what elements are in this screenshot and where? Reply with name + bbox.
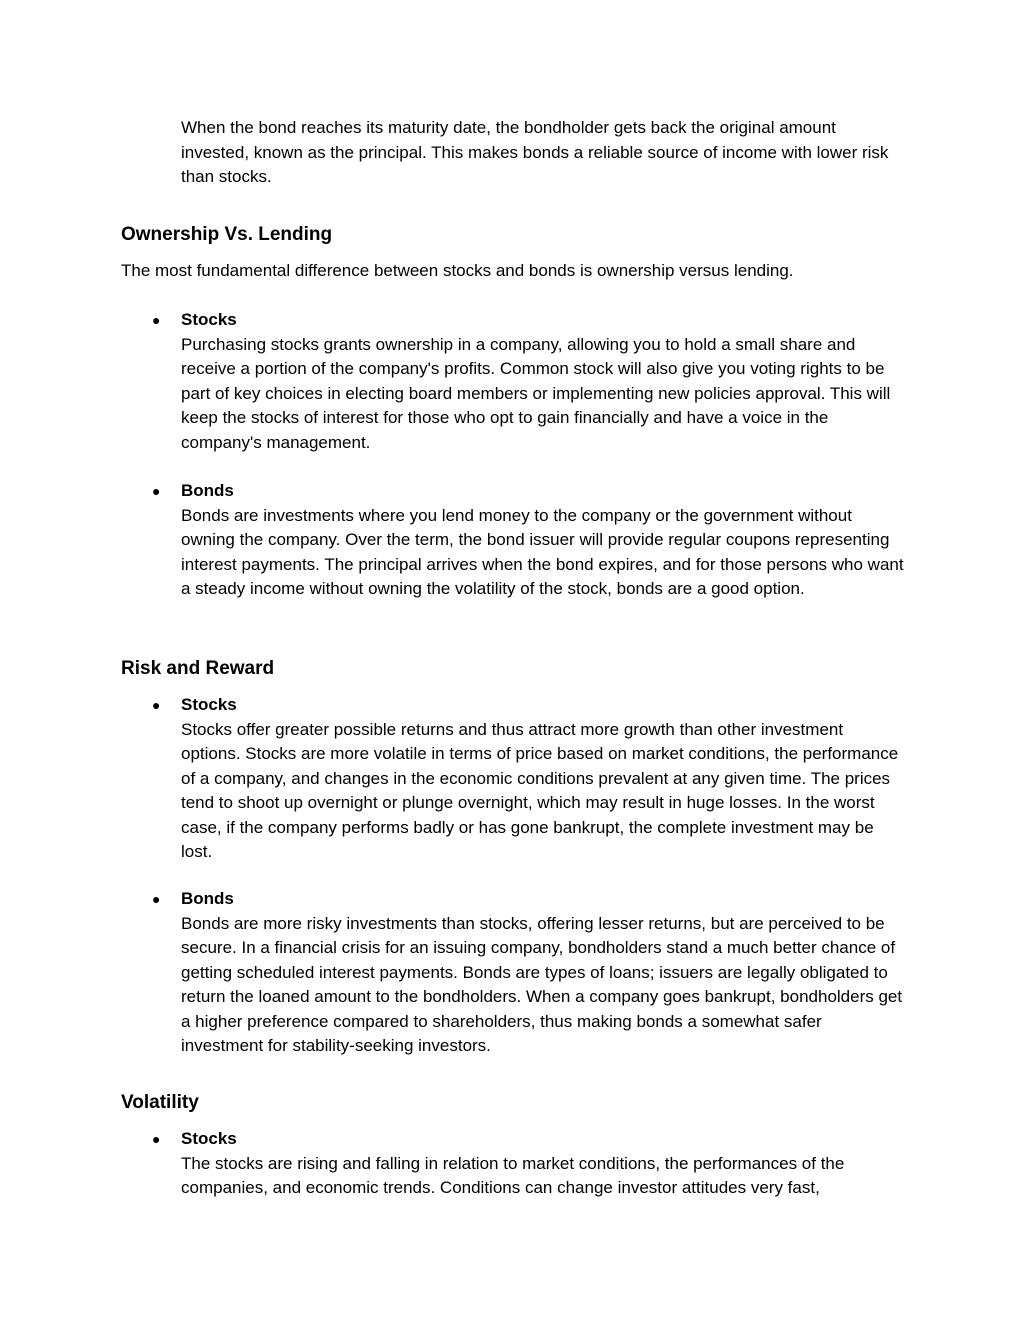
section-heading-volatility: Volatility bbox=[121, 1092, 199, 1113]
list-item-text: The stocks are rising and falling in relation to market conditions, the performances of the companies, and economic trends. Conditions can change investor attitudes very fast, bbox=[181, 1153, 845, 1197]
section-paragraph: The most fundamental difference between stocks and bonds is ownership versus lending. bbox=[121, 261, 794, 280]
intro-paragraph: When the bond reaches its maturity date, the bondholder gets back the original amount invested, known as the principal. This makes bonds a reliable source of income with lower risk than stocks. bbox=[181, 118, 889, 186]
list-item-title: Stocks bbox=[181, 310, 237, 329]
section-heading-risk-and-reward: Risk and Reward bbox=[121, 658, 275, 679]
bullet-icon: ● bbox=[152, 697, 161, 713]
list-item-stocks-volatility bbox=[121, 1127, 921, 1201]
list-item-text: Bonds are investments where you lend money to the company or the government without owning the company. Over the term, the bond issuer will provide regular coupons representing interest payments. The principal arrives when the bond expires, and for those persons who want a steady income without owning the volatility of the stock, bonds are a good option. bbox=[181, 505, 904, 598]
bullet-icon: ● bbox=[152, 1131, 161, 1147]
list-item-text: Bonds are more risky investments than stocks, offering lesser returns, but are perceived to be secure. In a financial crisis for an issuing company, bondholders stand a much better chance of getting scheduled interest payments. Bonds are types of loans; issuers are legally obligated to return the loaned amount to the bondholders. When a company goes bankrupt, bondholders get a higher preference compared to shareholders, thus making bonds a somewhat safer investment for stability-seeking investors. bbox=[181, 913, 903, 1055]
list-item-text: Purchasing stocks grants ownership in a company, allowing you to hold a small share and receive a portion of the company's profits. Common stock will also give you voting rights to be part of key choices in electing board members or implementing new policies approval. This will keep the stocks of interest for those who opt to gain financially and have a voice in the company's management. bbox=[181, 334, 891, 452]
list-item-text: Stocks offer greater possible returns and thus attract more growth than other investment options. Stocks are more volatile in terms of price based on market conditions, the performance of a company, and changes in the economic conditions prevalent at any given time. The prices tend to shoot up overnight or plunge overnight, which may result in huge losses. In the worst case, if the company performs badly or has gone bankrupt, the complete investment may be lost. bbox=[181, 719, 899, 861]
list-item-title: Bonds bbox=[181, 481, 234, 500]
list-item-stocks-risk bbox=[121, 693, 921, 865]
list-item-bonds-lending bbox=[121, 479, 921, 602]
list-item-stocks-ownership bbox=[121, 308, 921, 455]
bullet-icon: ● bbox=[152, 891, 161, 907]
section-heading-ownership-vs-lending: Ownership Vs. Lending bbox=[121, 224, 333, 245]
bullet-icon: ● bbox=[152, 312, 161, 328]
bullet-icon: ● bbox=[152, 483, 161, 499]
list-item-title: Bonds bbox=[181, 889, 234, 908]
list-item-title: Stocks bbox=[181, 1129, 237, 1148]
list-item-title: Stocks bbox=[181, 695, 237, 714]
list-item-bonds-risk bbox=[121, 887, 921, 1059]
